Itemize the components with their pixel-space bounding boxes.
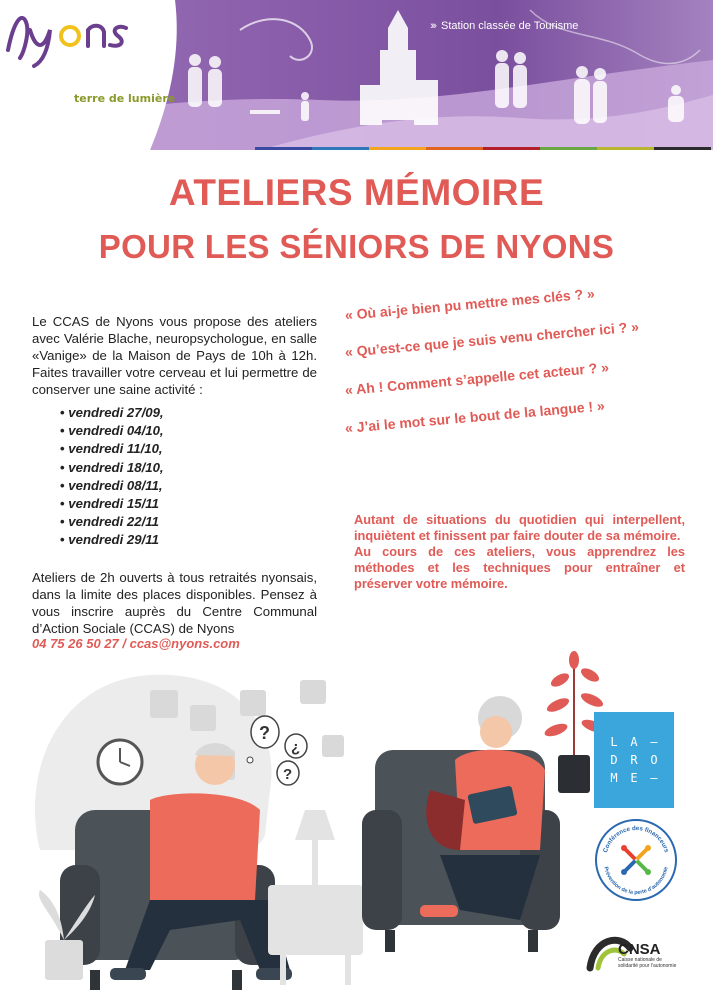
svg-text:?: ? xyxy=(259,723,270,743)
logo-letter: R xyxy=(630,753,638,767)
station-text: Station classée de Tourisme xyxy=(441,20,579,32)
info-block xyxy=(354,512,685,592)
logo-letter: E xyxy=(630,771,638,785)
intro-paragraph: Le CCAS de Nyons vous propose des ateliers avec Valérie Blache, neuropsychologue, en salle «Vanige» de la Maison de Pays de 10h à 12h. Faites travailler votre cerveau et lui permettre de conserver une saine activité : xyxy=(32,314,317,397)
conference-financeurs-logo xyxy=(594,818,678,902)
cnsa-subtitle: Caisse nationale de solidarité pour l’autonomie xyxy=(618,957,677,969)
date-item: • vendredi 22/11 xyxy=(60,513,164,531)
svg-text:Conférence des financeurs: Conférence des financeurs xyxy=(602,824,670,854)
info-paragraph-1: Autant de situations du quotidien qui interpellent, inquiètent et finissent par faire douter de sa mémoire. xyxy=(354,512,685,543)
station-classee-label xyxy=(430,20,578,32)
nyons-logo xyxy=(0,0,150,70)
info-paragraph-2: Au cours de ces ateliers, vous apprendrez les méthodes et les techniques pour entraîner et préserver votre mémoire. xyxy=(354,544,685,591)
logo-letter: M xyxy=(610,771,618,785)
svg-text:?: ? xyxy=(283,766,293,783)
quote-actor-name: « Ah ! Comment s’appelle cet acteur ? » xyxy=(344,358,610,398)
logo-letter: A xyxy=(630,735,638,749)
logo-letter: – xyxy=(650,771,658,785)
cnsa-name: CNSA xyxy=(618,941,661,958)
outro-paragraph: Ateliers de 2h ouverts à tous retraités nyonsais, dans la limite des places disponibles. Pensez à vous inscrire auprès du Centre Communal d’Action Sociale (CCAS) de Nyons xyxy=(32,570,317,636)
date-item: • vendredi 11/10, xyxy=(60,440,164,458)
svg-text:¿: ¿ xyxy=(291,739,301,756)
date-item: • vendredi 08/11, xyxy=(60,477,164,495)
color-strip xyxy=(255,147,711,150)
logo-letter: L xyxy=(610,735,618,749)
quote-keys: « Où ai-je bien pu mettre mes clés ? » xyxy=(344,285,596,323)
side-table xyxy=(268,810,363,985)
chevrons-right-icon: ››› xyxy=(430,20,435,32)
logo-tagline: terre de lumière xyxy=(74,92,176,105)
date-item: • vendredi 29/11 xyxy=(60,531,164,549)
date-item: • vendredi 18/10, xyxy=(60,459,164,477)
quote-tip-of-tongue: « J’ai le mot sur le bout de la langue ! » xyxy=(344,397,606,436)
logo-letter: – xyxy=(650,735,658,749)
header-banner xyxy=(0,0,713,150)
date-item: • vendredi 04/10, xyxy=(60,422,164,440)
logo-letter: D xyxy=(610,753,618,767)
date-item: • vendredi 15/11 xyxy=(60,495,164,513)
title-line-2: POUR LES SÉNIORS DE NYONS xyxy=(98,228,615,265)
dates-list xyxy=(60,404,164,550)
date-item: • vendredi 27/09, xyxy=(60,404,164,422)
svg-text:Prévention de la perte d’auton: Prévention de la perte d’autonomie xyxy=(602,866,670,897)
quote-came-for: « Qu’est-ce que je suis venu chercher ici ? » xyxy=(344,318,640,360)
contact-info[interactable]: 04 75 26 50 27 / ccas@nyons.com xyxy=(32,636,240,651)
la-drome-logo xyxy=(594,712,674,808)
logo-letter: O xyxy=(650,753,658,767)
title-line-1: ATELIERS MÉMOIRE xyxy=(168,172,545,213)
